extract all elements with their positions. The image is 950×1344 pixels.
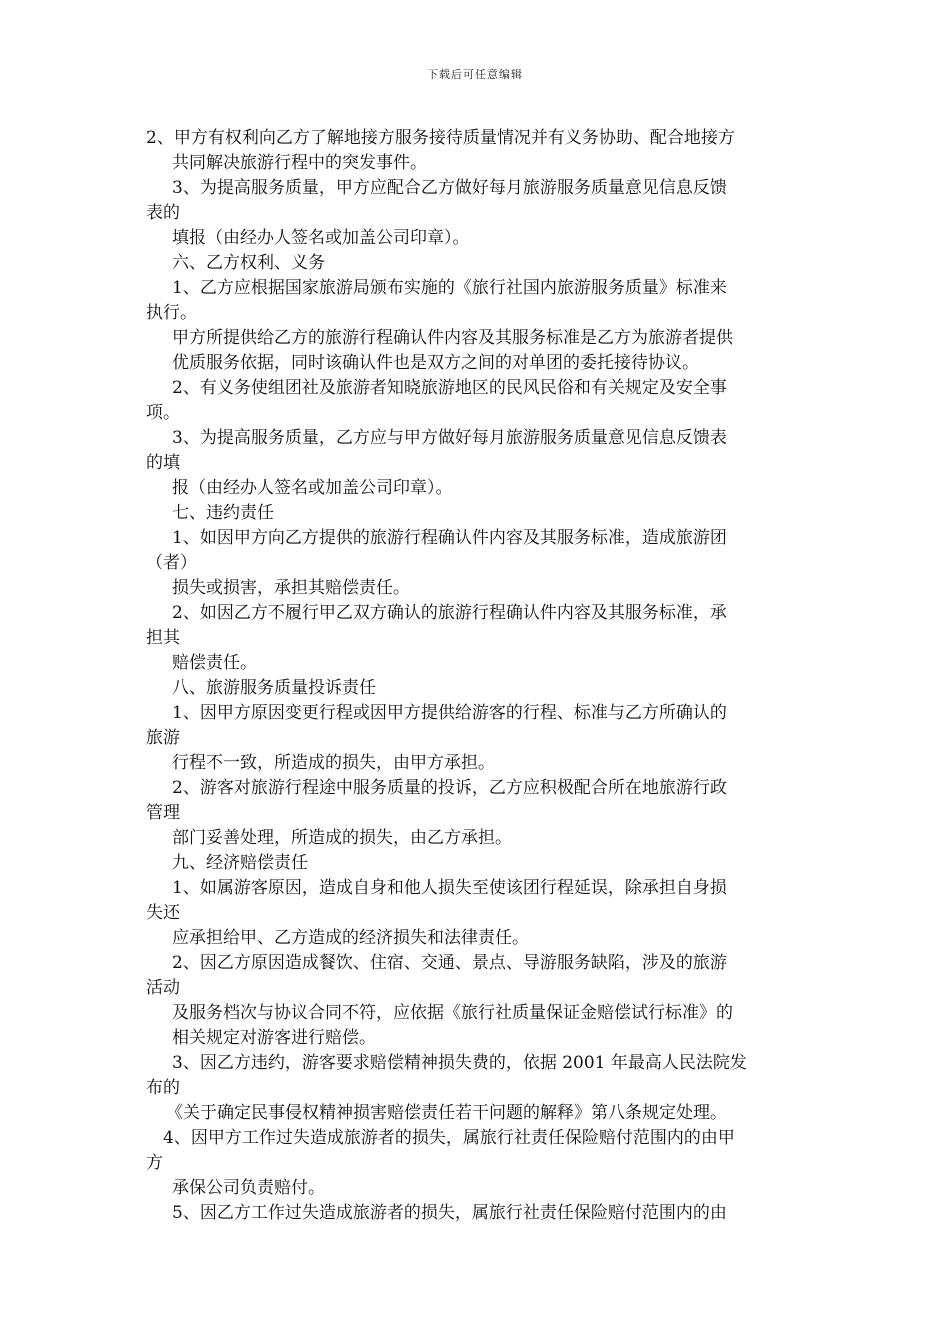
text-line: 1、如因甲方向乙方提供的旅游行程确认件内容及其服务标准，造成旅游团	[172, 528, 727, 548]
page-header: 下载后可任意编辑	[427, 68, 523, 81]
document-body	[146, 126, 811, 1226]
text-line: 2、因乙方原因造成餐饮、住宿、交通、景点、导游服务缺陷，涉及的旅游	[172, 953, 727, 973]
text-line: 布的	[146, 1078, 180, 1098]
text-line: 1、如属游客原因，造成自身和他人损失至使该团行程延误，除承担自身损	[172, 878, 727, 898]
text-line: 《关于确定民事侵权精神损害赔偿责任若干问题的解释》第八条规定处理。	[166, 1103, 727, 1123]
text-line: 执行。	[146, 303, 197, 323]
text-line: 的填	[146, 453, 180, 473]
text-line: 3、为提高服务质量，甲方应配合乙方做好每月旅游服务质量意见信息反馈	[172, 178, 727, 198]
text-line: 3、为提高服务质量，乙方应与甲方做好每月旅游服务质量意见信息反馈表	[172, 428, 727, 448]
text-line: 失还	[146, 903, 180, 923]
text-line: 2、甲方有权利向乙方了解地接方服务接待质量情况并有义务协助、配合地接方	[146, 128, 735, 148]
text-line: 担其	[146, 628, 180, 648]
text-line: 共同解决旅游行程中的突发事件。	[172, 153, 427, 173]
text-line: 报（由经办人签名或加盖公司印章）。	[172, 478, 453, 498]
text-line: 九、经济赔偿责任	[172, 853, 308, 873]
text-line: 七、违约责任	[172, 503, 274, 523]
text-line: 2、游客对旅游行程途中服务质量的投诉，乙方应积极配合所在地旅游行政	[172, 778, 727, 798]
text-line: 2、如因乙方不履行甲乙双方确认的旅游行程确认件内容及其服务标准，承	[172, 603, 727, 623]
text-line: 3、因乙方违约，游客要求赔偿精神损失费的，依据 2001 年最高人民法院发	[172, 1053, 747, 1073]
text-line: 2、有义务使组团社及旅游者知晓旅游地区的民风民俗和有关规定及安全事	[172, 378, 727, 398]
text-line: 旅游	[146, 728, 180, 748]
text-line: 损失或损害，承担其赔偿责任。	[172, 578, 410, 598]
text-line: 填报（由经办人签名或加盖公司印章）。	[172, 228, 470, 248]
text-line: （者）	[146, 553, 197, 573]
text-line: 4、因甲方工作过失造成旅游者的损失，属旅行社责任保险赔付范围内的由甲	[163, 1128, 735, 1148]
text-line: 1、乙方应根据国家旅游局颁布实施的《旅行社国内旅游服务质量》标准来	[172, 278, 727, 298]
text-line: 相关规定对游客进行赔偿。	[172, 1028, 376, 1048]
text-line: 及服务档次与协议合同不符，应依据《旅行社质量保证金赔偿试行标准》的	[172, 1003, 733, 1023]
text-line: 赔偿责任。	[172, 653, 257, 673]
text-line: 1、因甲方原因变更行程或因甲方提供给游客的行程、标准与乙方所确认的	[172, 703, 727, 723]
text-line: 承保公司负责赔付。	[172, 1178, 325, 1198]
text-line: 甲方所提供给乙方的旅游行程确认件内容及其服务标准是乙方为旅游者提供	[172, 328, 733, 348]
text-line: 项。	[146, 403, 180, 423]
text-line: 管理	[146, 803, 180, 823]
text-line: 优质服务依据，同时该确认件也是双方之间的对单团的委托接待协议。	[172, 353, 699, 373]
text-line: 六、乙方权利、义务	[172, 253, 325, 273]
text-line: 应承担给甲、乙方造成的经济损失和法律责任。	[172, 928, 529, 948]
text-line: 方	[146, 1153, 163, 1173]
text-line: 部门妥善处理，所造成的损失，由乙方承担。	[172, 828, 512, 848]
text-line: 表的	[146, 203, 180, 223]
text-line: 5、因乙方工作过失造成旅游者的损失，属旅行社责任保险赔付范围内的由	[172, 1203, 727, 1223]
text-line: 活动	[146, 978, 180, 998]
text-line: 行程不一致，所造成的损失，由甲方承担。	[172, 753, 495, 773]
text-line: 八、旅游服务质量投诉责任	[172, 678, 376, 698]
